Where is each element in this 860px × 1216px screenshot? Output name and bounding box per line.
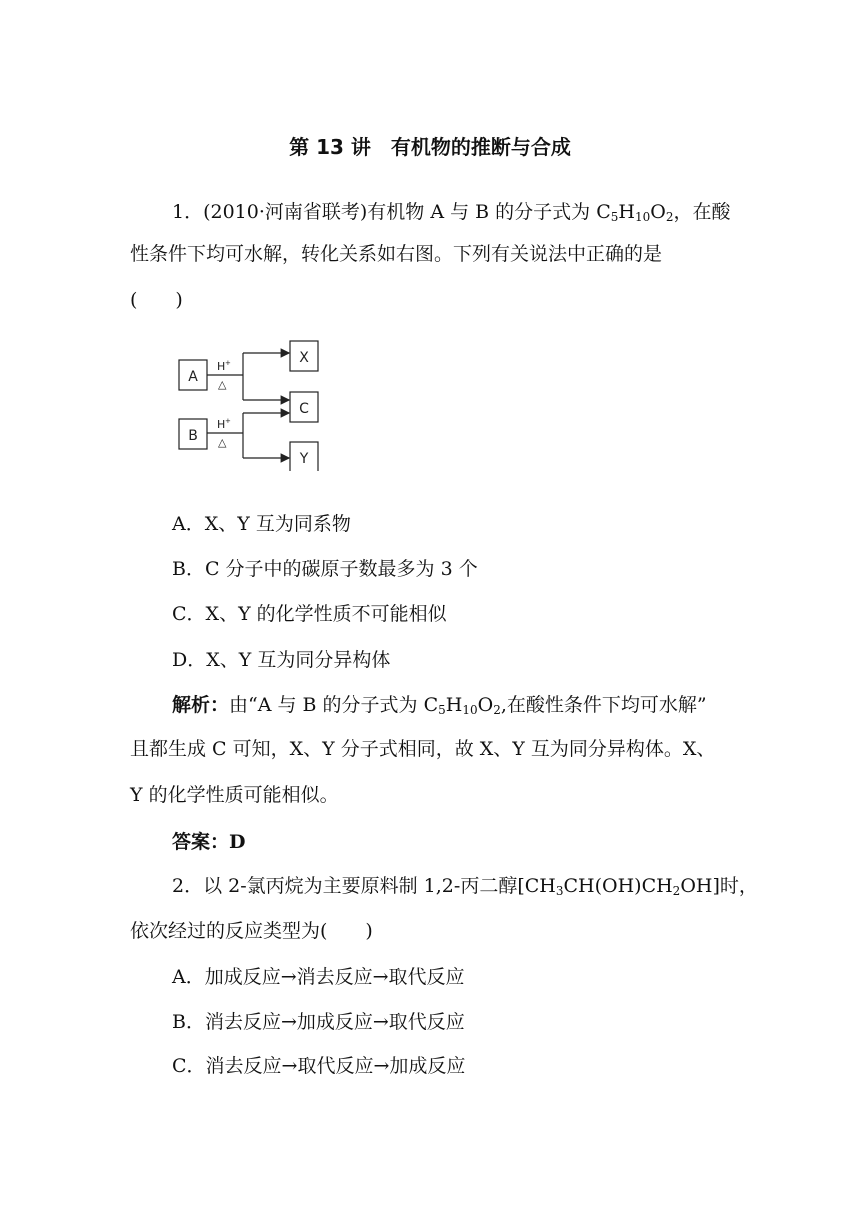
ch3-subscript: 3 bbox=[555, 884, 564, 898]
answer-line: 答案：D bbox=[172, 831, 246, 853]
condition-plus-b: + bbox=[225, 417, 231, 425]
condition-heat-a: △ bbox=[218, 378, 227, 391]
question-2-line-2: 依次经过的反应类型为( ) bbox=[130, 920, 373, 942]
question-1-answer-blank: ( ) bbox=[130, 289, 183, 311]
question-2-stem-start: 2．以 2-氯丙烷为主要原料制 1,2-丙二醇[CH bbox=[172, 875, 556, 897]
analysis-line-3: Y 的化学性质可能相似。 bbox=[130, 784, 339, 806]
label-x: X bbox=[299, 350, 309, 366]
question-2-option-b: B．消去反应→加成反应→取代反应 bbox=[172, 1011, 465, 1033]
analysis-label: 解析： bbox=[172, 694, 230, 716]
label-b: B bbox=[188, 428, 198, 444]
label-c: C bbox=[299, 401, 309, 417]
analysis-formula-h: H bbox=[445, 694, 463, 716]
formula-o-subscript: 2 bbox=[665, 210, 674, 224]
condition-plus-a: + bbox=[225, 359, 231, 367]
formula-o: O bbox=[650, 201, 666, 223]
analysis-text-end: ,在酸性条件下均可水解” bbox=[500, 694, 707, 716]
formula-c-subscript: 5 bbox=[610, 210, 619, 224]
analysis-formula-o: O bbox=[477, 694, 494, 716]
question-1-stem-start: 1．(2010·河南省联考)有机物 A 与 B 的分子式为 C bbox=[172, 201, 611, 223]
analysis-line-1 bbox=[172, 691, 782, 719]
page-title: 第 13 讲 有机物的推断与合成 bbox=[289, 135, 571, 159]
condition-heat-b: △ bbox=[218, 436, 227, 449]
condition-acid-a: H bbox=[217, 360, 226, 373]
question-1-option-d: D．X、Y 互为同分异构体 bbox=[172, 649, 391, 671]
label-a: A bbox=[188, 369, 198, 385]
formula-h: H bbox=[618, 201, 635, 223]
analysis-text-start: 由“A 与 B 的分子式为 C bbox=[229, 694, 439, 716]
label-y: Y bbox=[299, 451, 309, 467]
question-1-option-c: C．X、Y 的化学性质不可能相似 bbox=[172, 603, 447, 625]
analysis-formula-h-subscript: 10 bbox=[462, 703, 478, 717]
ch2-subscript: 2 bbox=[672, 884, 681, 898]
question-2-stem-end: OH]时， bbox=[680, 875, 758, 897]
question-2-option-c: C．消去反应→取代反应→加成反应 bbox=[172, 1055, 466, 1077]
analysis-formula-c-subscript: 5 bbox=[438, 703, 446, 717]
reaction-diagram bbox=[176, 336, 336, 475]
analysis-formula-o-subscript: 2 bbox=[493, 703, 501, 717]
question-1-stem-end: ，在酸 bbox=[673, 201, 731, 223]
question-2-line-1 bbox=[172, 872, 782, 900]
question-2-option-a: A．加成反应→消去反应→取代反应 bbox=[172, 966, 465, 988]
question-1-line-1 bbox=[172, 198, 782, 226]
question-1-option-a: A．X、Y 互为同系物 bbox=[172, 513, 351, 535]
analysis-line-2: 且都生成 C 可知，X、Y 分子式相同，故 X、Y 互为同分异构体。X、 bbox=[130, 738, 716, 760]
question-1-line-2: 性条件下均可水解，转化关系如右图。下列有关说法中正确的是 bbox=[130, 243, 663, 265]
question-2-stem-mid: CH(OH)CH bbox=[563, 875, 673, 897]
question-1-option-b: B．C 分子中的碳原子数最多为 3 个 bbox=[172, 558, 478, 580]
condition-acid-b: H bbox=[217, 418, 226, 431]
formula-h-subscript: 10 bbox=[634, 210, 651, 224]
